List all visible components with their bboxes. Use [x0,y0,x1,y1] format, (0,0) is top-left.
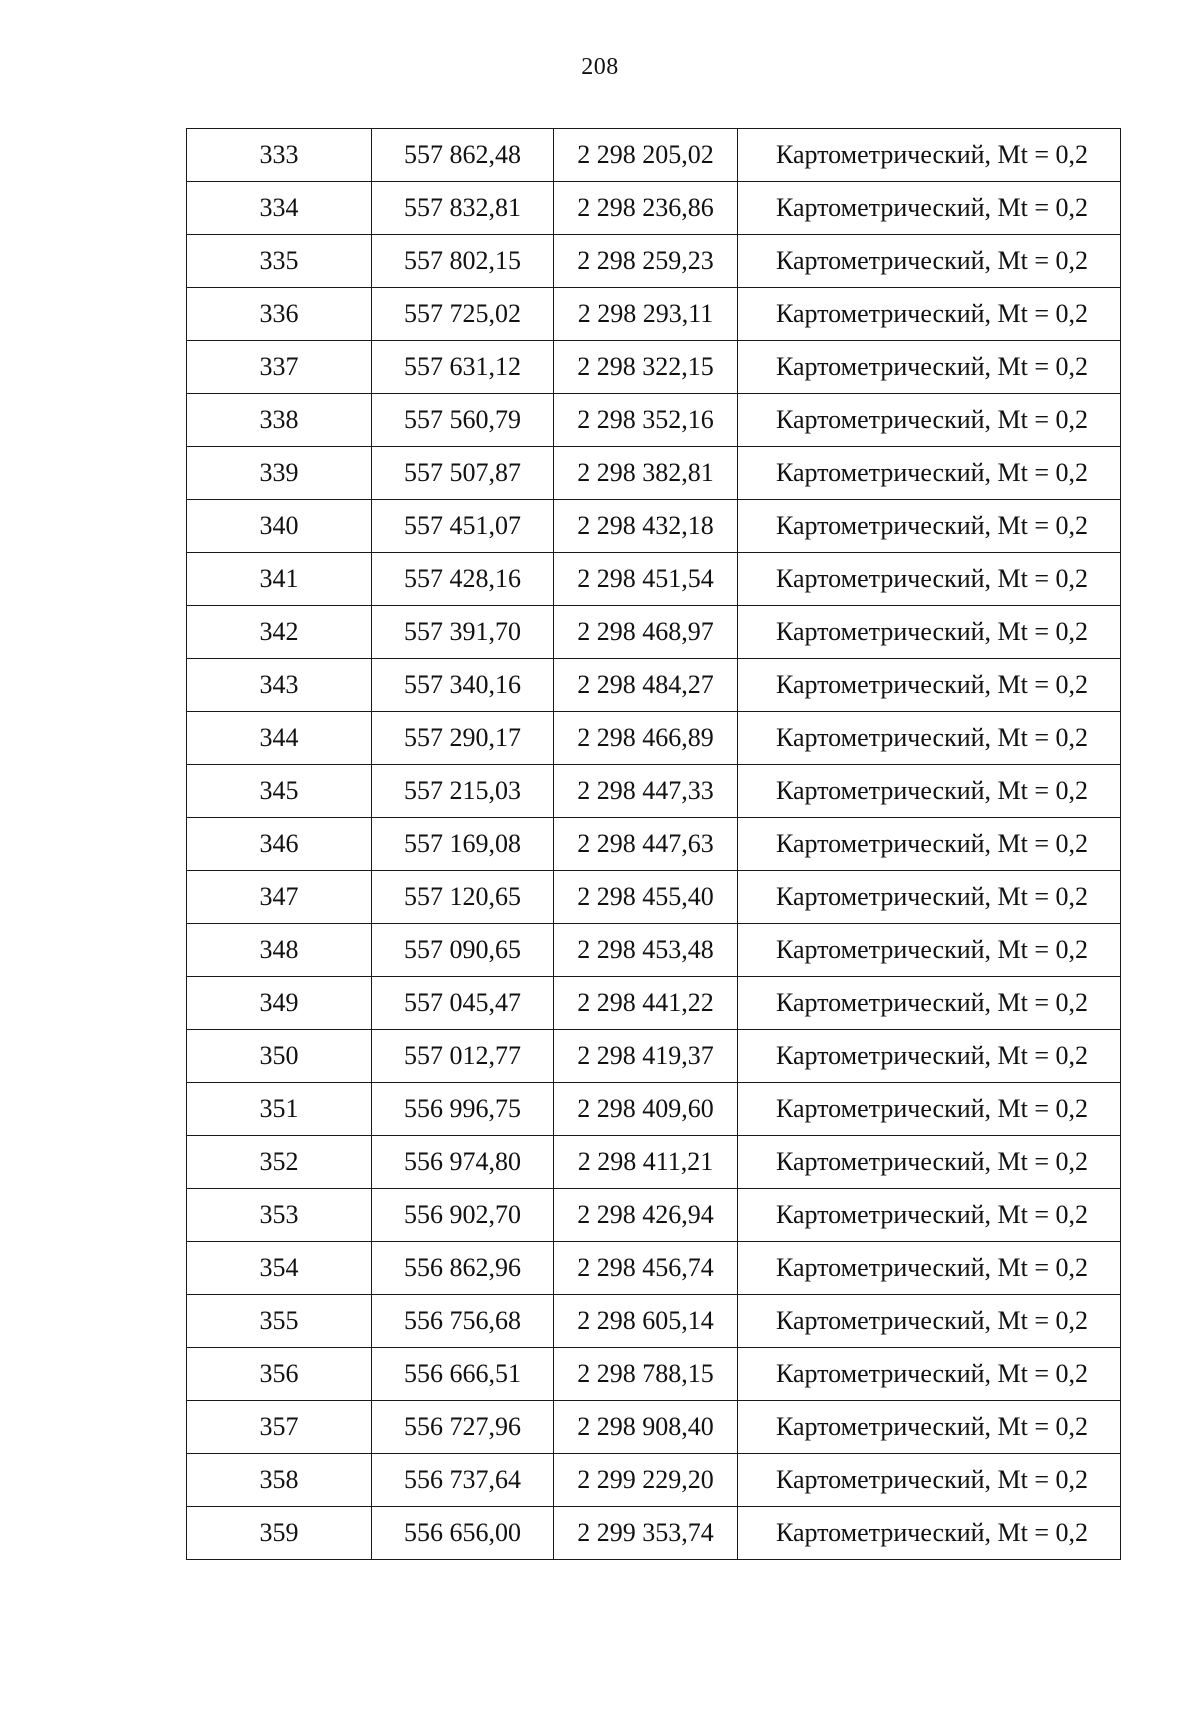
point-number-cell: 339 [187,447,372,500]
y-coordinate-cell: 2 298 447,33 [554,765,738,818]
point-number-cell: 338 [187,394,372,447]
x-coordinate-cell: 556 727,96 [372,1401,554,1454]
method-cell: Картометрический, Mt = 0,2 [738,712,1121,765]
x-coordinate-cell: 557 802,15 [372,235,554,288]
point-number-cell: 348 [187,924,372,977]
x-coordinate-cell: 556 737,64 [372,1454,554,1507]
method-cell: Картометрический, Mt = 0,2 [738,129,1121,182]
method-cell: Картометрический, Mt = 0,2 [738,1136,1121,1189]
method-cell: Картометрический, Mt = 0,2 [738,659,1121,712]
x-coordinate-cell: 557 862,48 [372,129,554,182]
method-cell: Картометрический, Mt = 0,2 [738,341,1121,394]
y-coordinate-cell: 2 298 455,40 [554,871,738,924]
y-coordinate-cell: 2 298 322,15 [554,341,738,394]
table-row [187,1295,1121,1348]
table-row [187,1242,1121,1295]
point-number-cell: 340 [187,500,372,553]
table-row [187,818,1121,871]
y-coordinate-cell: 2 298 605,14 [554,1295,738,1348]
y-coordinate-cell: 2 298 432,18 [554,500,738,553]
method-cell: Картометрический, Mt = 0,2 [738,818,1121,871]
x-coordinate-cell: 556 666,51 [372,1348,554,1401]
table-row [187,1348,1121,1401]
method-cell: Картометрический, Mt = 0,2 [738,553,1121,606]
point-number-cell: 342 [187,606,372,659]
point-number-cell: 347 [187,871,372,924]
x-coordinate-cell: 557 169,08 [372,818,554,871]
y-coordinate-cell: 2 298 236,86 [554,182,738,235]
point-number-cell: 357 [187,1401,372,1454]
y-coordinate-cell: 2 298 293,11 [554,288,738,341]
point-number-cell: 335 [187,235,372,288]
x-coordinate-cell: 557 428,16 [372,553,554,606]
x-coordinate-cell: 557 507,87 [372,447,554,500]
table-row [187,553,1121,606]
method-cell: Картометрический, Mt = 0,2 [738,1348,1121,1401]
method-cell: Картометрический, Mt = 0,2 [738,924,1121,977]
y-coordinate-cell: 2 298 451,54 [554,553,738,606]
method-cell: Картометрический, Mt = 0,2 [738,288,1121,341]
table-row [187,182,1121,235]
coordinates-table [186,128,1121,1560]
point-number-cell: 343 [187,659,372,712]
table-row [187,765,1121,818]
table-row [187,1136,1121,1189]
y-coordinate-cell: 2 298 447,63 [554,818,738,871]
table-row [187,288,1121,341]
point-number-cell: 341 [187,553,372,606]
x-coordinate-cell: 556 862,96 [372,1242,554,1295]
table-row [187,500,1121,553]
method-cell: Картометрический, Mt = 0,2 [738,447,1121,500]
table-row [187,1454,1121,1507]
y-coordinate-cell: 2 298 468,97 [554,606,738,659]
x-coordinate-cell: 557 120,65 [372,871,554,924]
table-row [187,235,1121,288]
table-row [187,129,1121,182]
x-coordinate-cell: 557 290,17 [372,712,554,765]
point-number-cell: 336 [187,288,372,341]
x-coordinate-cell: 556 656,00 [372,1507,554,1560]
point-number-cell: 358 [187,1454,372,1507]
point-number-cell: 351 [187,1083,372,1136]
y-coordinate-cell: 2 298 409,60 [554,1083,738,1136]
y-coordinate-cell: 2 298 382,81 [554,447,738,500]
method-cell: Картометрический, Mt = 0,2 [738,1242,1121,1295]
method-cell: Картометрический, Mt = 0,2 [738,977,1121,1030]
x-coordinate-cell: 556 996,75 [372,1083,554,1136]
x-coordinate-cell: 557 725,02 [372,288,554,341]
y-coordinate-cell: 2 298 788,15 [554,1348,738,1401]
point-number-cell: 349 [187,977,372,1030]
point-number-cell: 356 [187,1348,372,1401]
method-cell: Картометрический, Mt = 0,2 [738,182,1121,235]
table-row [187,659,1121,712]
y-coordinate-cell: 2 299 229,20 [554,1454,738,1507]
point-number-cell: 333 [187,129,372,182]
table-row [187,447,1121,500]
coordinates-table-body [187,129,1121,1560]
table-row [187,1189,1121,1242]
method-cell: Картометрический, Mt = 0,2 [738,871,1121,924]
point-number-cell: 359 [187,1507,372,1560]
x-coordinate-cell: 557 045,47 [372,977,554,1030]
x-coordinate-cell: 557 012,77 [372,1030,554,1083]
table-row [187,1401,1121,1454]
method-cell: Картометрический, Mt = 0,2 [738,1507,1121,1560]
table-row [187,1507,1121,1560]
table-row [187,341,1121,394]
y-coordinate-cell: 2 298 484,27 [554,659,738,712]
point-number-cell: 354 [187,1242,372,1295]
point-number-cell: 352 [187,1136,372,1189]
y-coordinate-cell: 2 298 419,37 [554,1030,738,1083]
x-coordinate-cell: 557 451,07 [372,500,554,553]
y-coordinate-cell: 2 298 453,48 [554,924,738,977]
point-number-cell: 345 [187,765,372,818]
x-coordinate-cell: 557 340,16 [372,659,554,712]
y-coordinate-cell: 2 298 352,16 [554,394,738,447]
x-coordinate-cell: 557 391,70 [372,606,554,659]
x-coordinate-cell: 556 756,68 [372,1295,554,1348]
method-cell: Картометрический, Mt = 0,2 [738,1030,1121,1083]
y-coordinate-cell: 2 298 411,21 [554,1136,738,1189]
method-cell: Картометрический, Mt = 0,2 [738,1295,1121,1348]
method-cell: Картометрический, Mt = 0,2 [738,606,1121,659]
method-cell: Картометрический, Mt = 0,2 [738,235,1121,288]
method-cell: Картометрический, Mt = 0,2 [738,1083,1121,1136]
y-coordinate-cell: 2 298 259,23 [554,235,738,288]
table-row [187,1030,1121,1083]
y-coordinate-cell: 2 298 466,89 [554,712,738,765]
table-row [187,924,1121,977]
table-row [187,712,1121,765]
y-coordinate-cell: 2 299 353,74 [554,1507,738,1560]
point-number-cell: 344 [187,712,372,765]
y-coordinate-cell: 2 298 205,02 [554,129,738,182]
page-number: 208 [581,54,619,80]
x-coordinate-cell: 557 090,65 [372,924,554,977]
x-coordinate-cell: 556 974,80 [372,1136,554,1189]
y-coordinate-cell: 2 298 426,94 [554,1189,738,1242]
x-coordinate-cell: 557 215,03 [372,765,554,818]
y-coordinate-cell: 2 298 908,40 [554,1401,738,1454]
y-coordinate-cell: 2 298 456,74 [554,1242,738,1295]
point-number-cell: 355 [187,1295,372,1348]
method-cell: Картометрический, Mt = 0,2 [738,394,1121,447]
table-row [187,977,1121,1030]
table-row [187,1083,1121,1136]
method-cell: Картометрический, Mt = 0,2 [738,500,1121,553]
method-cell: Картометрический, Mt = 0,2 [738,1454,1121,1507]
table-row [187,394,1121,447]
point-number-cell: 350 [187,1030,372,1083]
method-cell: Картометрический, Mt = 0,2 [738,765,1121,818]
method-cell: Картометрический, Mt = 0,2 [738,1189,1121,1242]
point-number-cell: 346 [187,818,372,871]
x-coordinate-cell: 557 832,81 [372,182,554,235]
x-coordinate-cell: 557 631,12 [372,341,554,394]
y-coordinate-cell: 2 298 441,22 [554,977,738,1030]
method-cell: Картометрический, Mt = 0,2 [738,1401,1121,1454]
point-number-cell: 353 [187,1189,372,1242]
x-coordinate-cell: 557 560,79 [372,394,554,447]
table-row [187,871,1121,924]
table-row [187,606,1121,659]
point-number-cell: 337 [187,341,372,394]
x-coordinate-cell: 556 902,70 [372,1189,554,1242]
point-number-cell: 334 [187,182,372,235]
